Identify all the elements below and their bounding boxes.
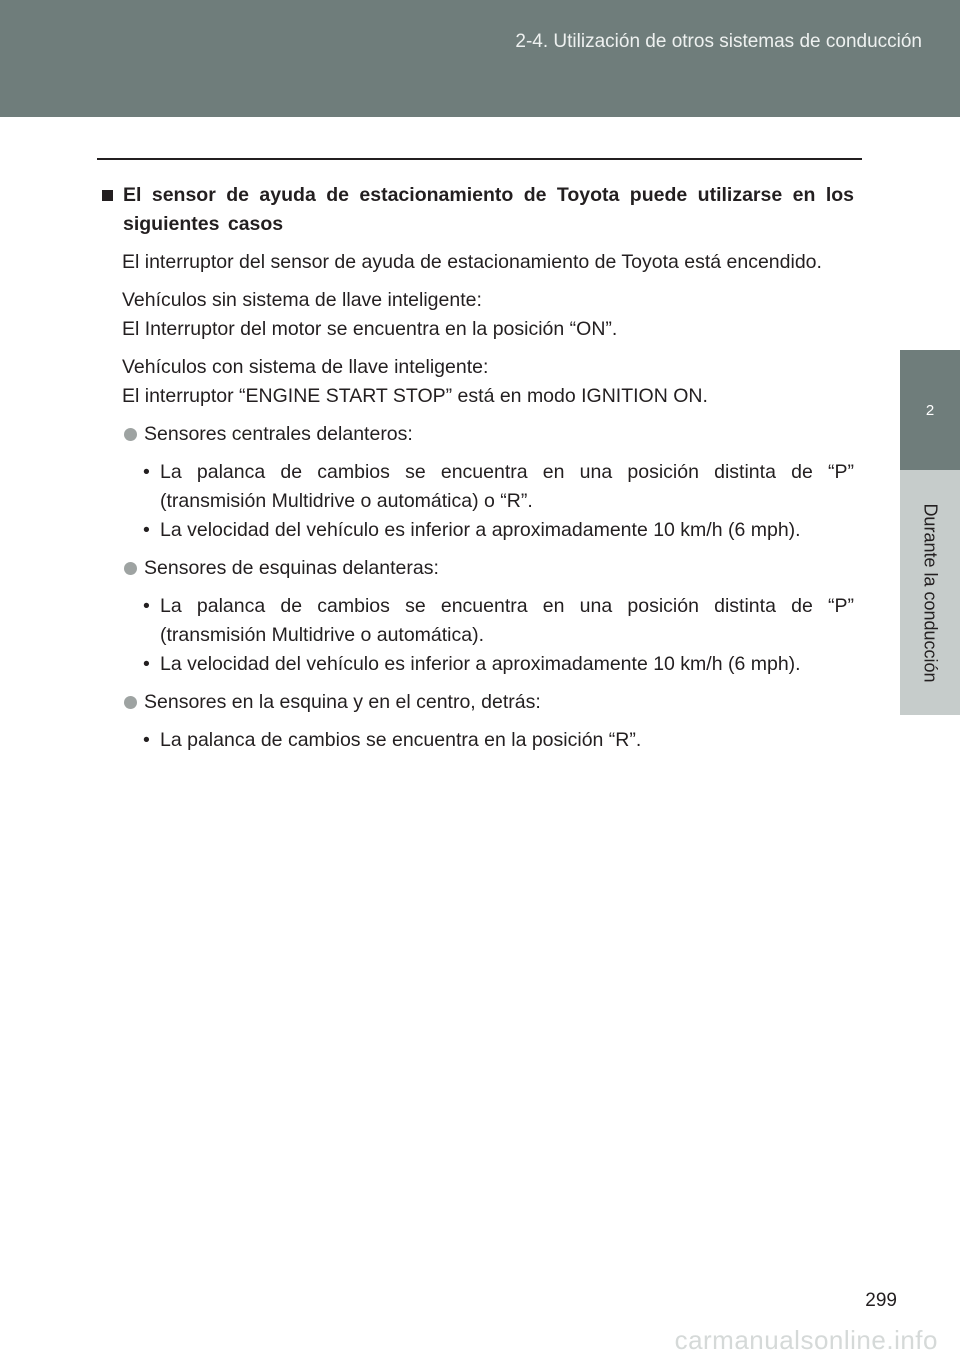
- list-item-text: La palanca de cambios se encuentra en una posición distinta de “P” (transmisión Multidrive o automática) o “R”.: [160, 461, 854, 512]
- group-front-center-title: [100, 420, 854, 449]
- circle-bullet-icon: [124, 428, 137, 441]
- list-item-text: La palanca de cambios se encuentra en la posición “R”.: [160, 729, 642, 751]
- main-content: [100, 181, 854, 764]
- list-item: [100, 516, 854, 545]
- list-item: [100, 592, 854, 650]
- group-front-corner-list: [100, 592, 854, 679]
- watermark: carmanualsonline.info: [674, 1325, 938, 1355]
- bullet-icon: •: [143, 729, 150, 751]
- bullet-icon: •: [143, 461, 150, 483]
- chapter-label-tab: [900, 470, 960, 715]
- group-title: Sensores centrales delanteros:: [144, 423, 413, 445]
- group-title: Sensores de esquinas delanteras:: [144, 557, 439, 579]
- paragraph-line: Vehículos con sistema de llave inteligente:: [122, 356, 489, 378]
- paragraph-smart-key: [100, 353, 854, 411]
- paragraph-line: El Interruptor del motor se encuentra en la posición “ON”.: [122, 318, 618, 340]
- bullet-icon: •: [143, 595, 150, 617]
- page-header: [0, 0, 960, 117]
- bullet-icon: •: [143, 653, 150, 675]
- chapter-label: Durante la conducción: [920, 502, 941, 683]
- paragraph-switch-on: [100, 248, 854, 277]
- group-front-corner-title: [100, 554, 854, 583]
- page-number: 299: [865, 1290, 897, 1311]
- list-item-text: La velocidad del vehículo es inferior a aproximadamente 10 km/h (6 mph).: [160, 519, 801, 541]
- list-item-text: La palanca de cambios se encuentra en una posición distinta de “P” (transmisión Multidrive o automática).: [160, 595, 854, 646]
- paragraph-no-smart-key: [100, 286, 854, 344]
- chapter-title: 2-4. Utilización de otros sistemas de conducción: [515, 31, 922, 52]
- paragraph-line: El interruptor “ENGINE START STOP” está en modo IGNITION ON.: [122, 385, 708, 407]
- square-bullet-icon: [102, 190, 113, 201]
- list-item: [100, 650, 854, 679]
- list-item: [100, 726, 854, 755]
- group-rear-title: [100, 688, 854, 717]
- bullet-icon: •: [143, 519, 150, 541]
- group-front-center-list: [100, 458, 854, 545]
- paragraph-line: Vehículos sin sistema de llave inteligente:: [122, 289, 482, 311]
- paragraph-line: El interruptor del sensor de ayuda de estacionamiento de Toyota está encendido.: [122, 251, 822, 273]
- section-heading: [100, 181, 854, 239]
- section-heading-text: El sensor de ayuda de estacionamiento de Toyota puede utilizarse en los siguientes casos: [123, 184, 854, 235]
- chapter-number-tab: 2: [900, 350, 960, 470]
- group-title: Sensores en la esquina y en el centro, detrás:: [144, 691, 541, 713]
- list-item-text: La velocidad del vehículo es inferior a aproximadamente 10 km/h (6 mph).: [160, 653, 801, 675]
- circle-bullet-icon: [124, 562, 137, 575]
- chapter-side-tab: [900, 117, 960, 1362]
- list-item: [100, 458, 854, 516]
- group-rear-list: [100, 726, 854, 755]
- circle-bullet-icon: [124, 696, 137, 709]
- section-divider: [97, 158, 862, 160]
